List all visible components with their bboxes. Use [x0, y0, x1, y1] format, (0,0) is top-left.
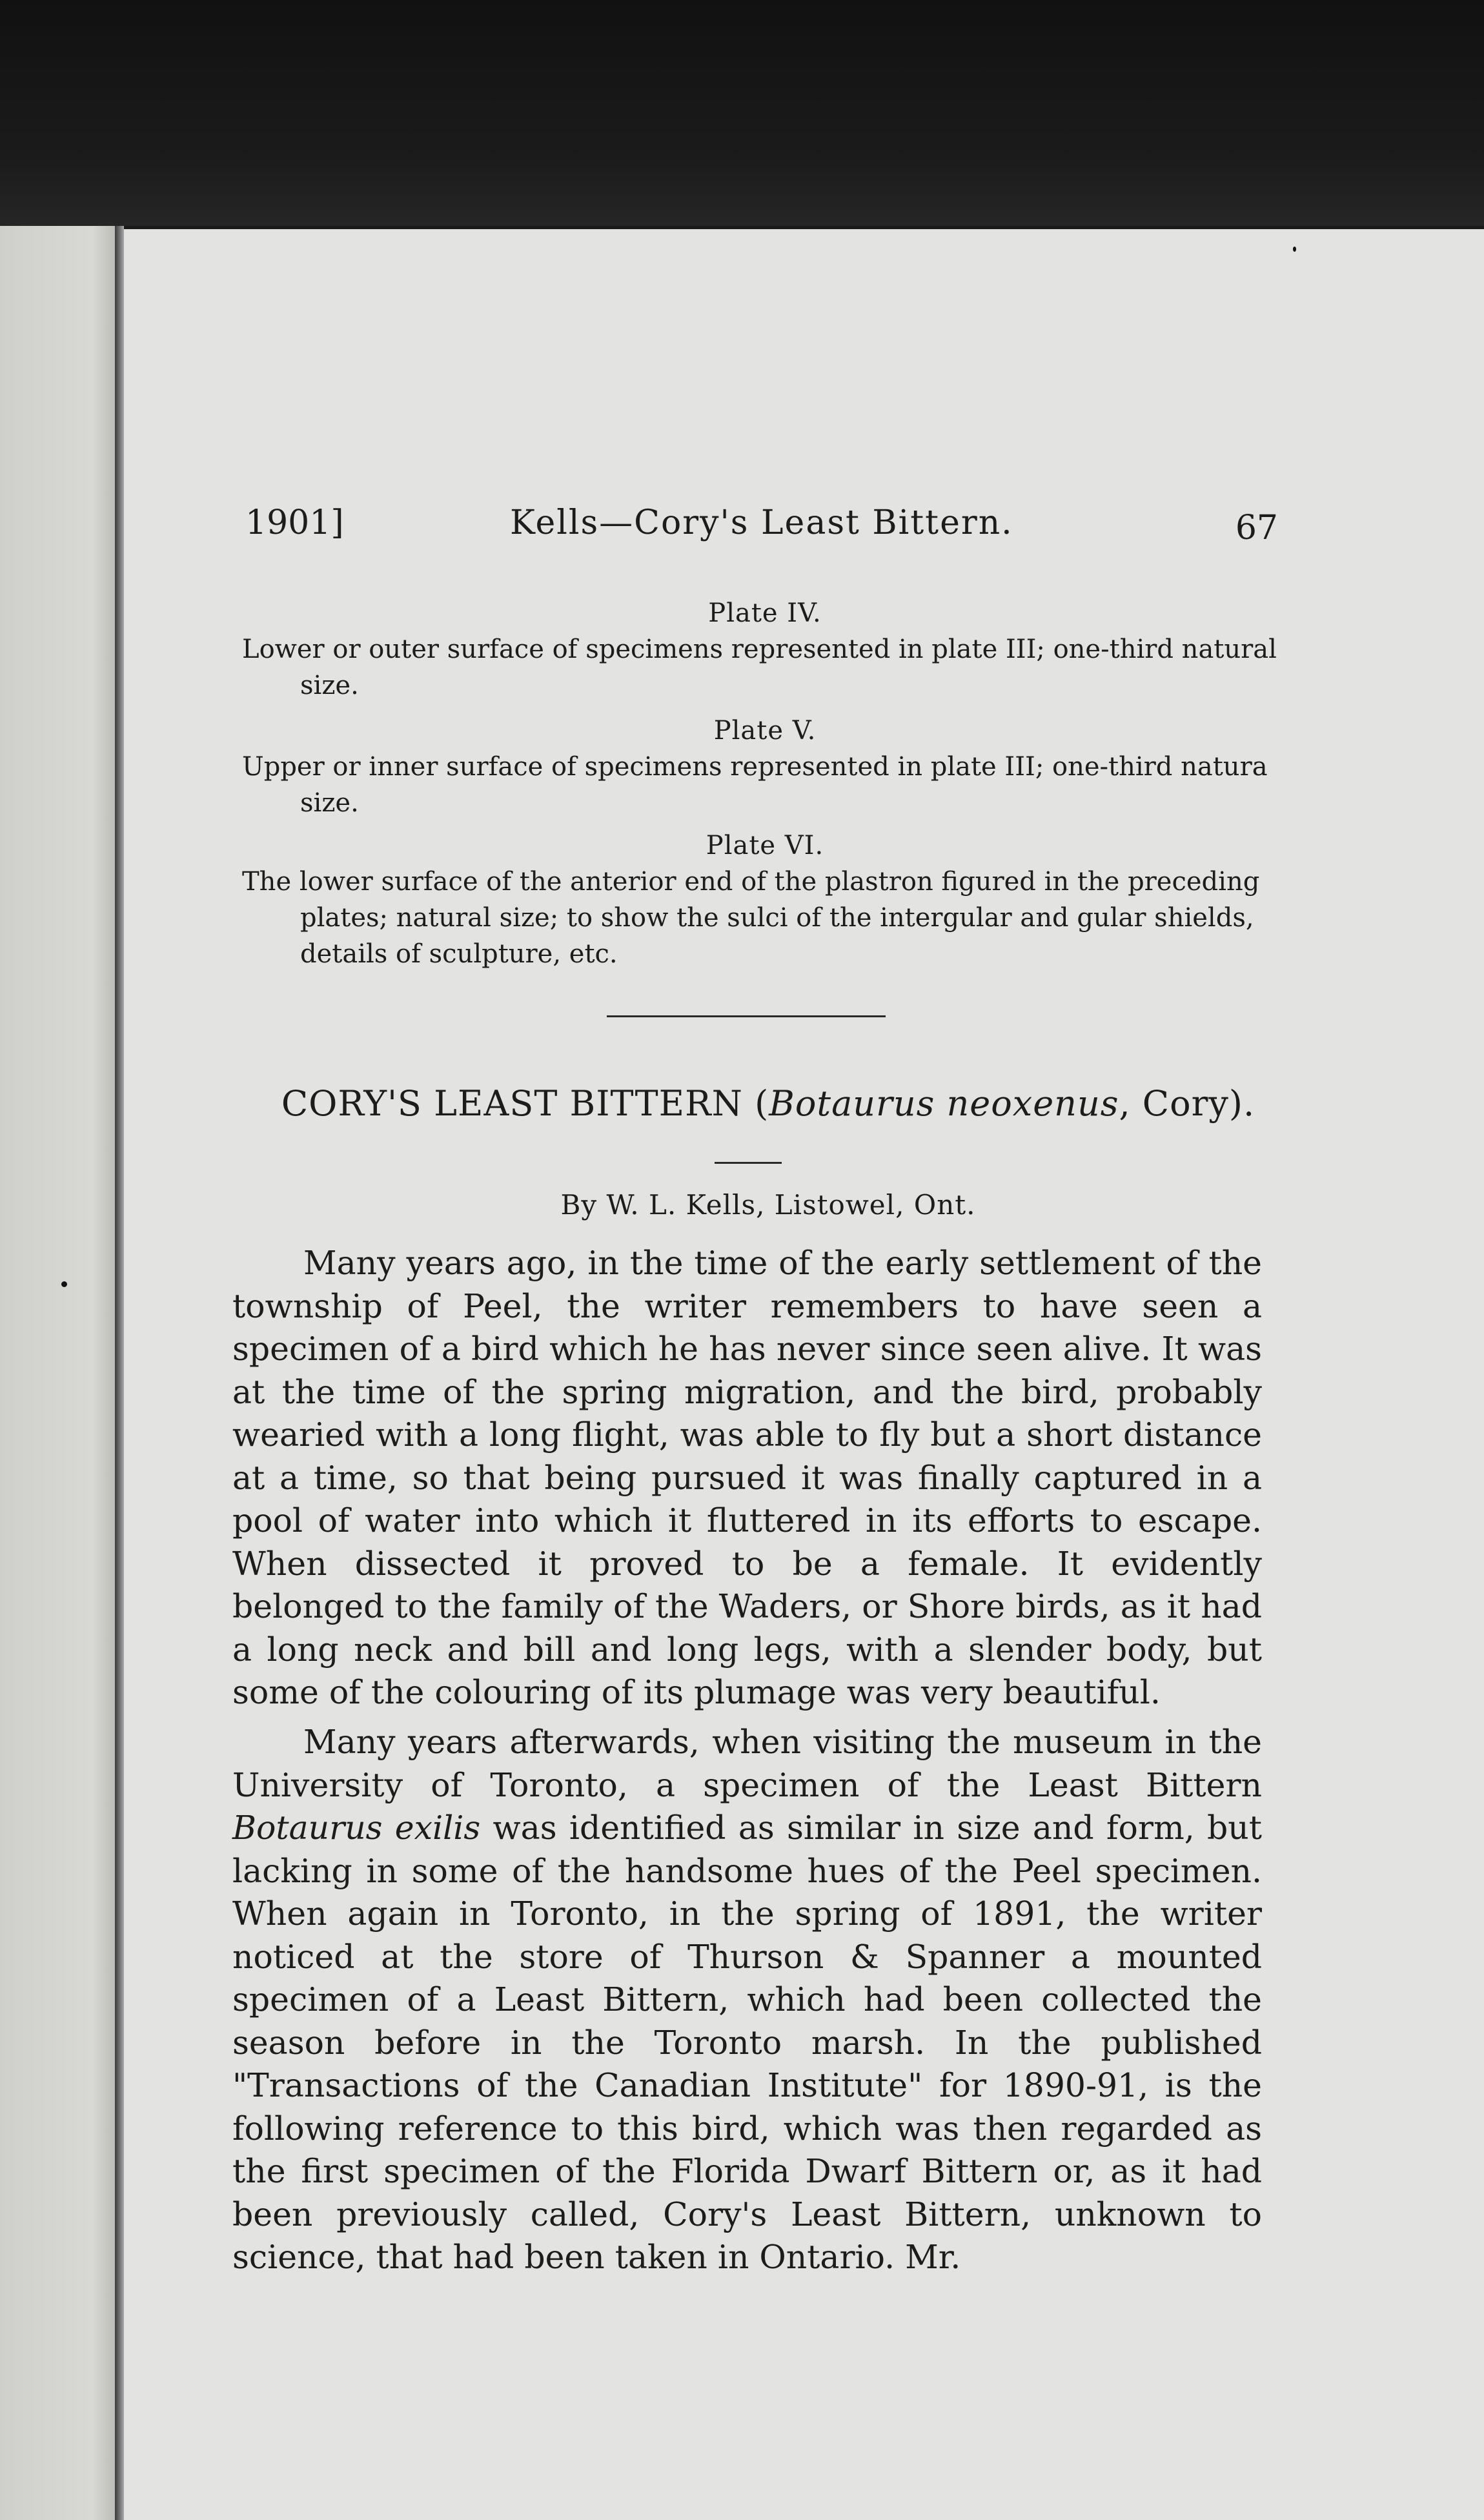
byline: By W. L. Kells, Listowel, Ont.	[560, 1189, 976, 1221]
article-title-tail: , Cory).	[1119, 1083, 1255, 1124]
article-title-species: Botaurus neoxenus	[769, 1083, 1119, 1124]
book-gutter	[115, 226, 124, 2520]
scanner-background-top	[0, 0, 1484, 226]
page-number: 67	[1235, 509, 1278, 547]
section-divider	[607, 1015, 886, 1017]
header-title: Kells—Cory's Least Bittern.	[510, 503, 1013, 542]
plate-text: Upper or inner surface of specimens represented in plate III; one-third natura size.	[242, 752, 1268, 818]
header-year: 1901]	[245, 503, 344, 542]
plate-caption	[242, 595, 1288, 704]
title-underline	[715, 1162, 782, 1164]
article-title	[245, 1083, 1291, 1124]
plate-title: Plate V.	[713, 716, 817, 746]
facing-page-edge	[0, 226, 115, 2520]
paragraph-2-species: Botaurus exilis	[232, 1809, 481, 1847]
plate-text: The lower surface of the anterior end of the plastron figured in the preceding plates; natural size; to show the sulci of the intergular and gular shields, details of sculpture, etc.	[242, 867, 1260, 969]
paragraph-2-text-a: Many years afterwards, when visiting the museum in the University of Toronto, a specimen of the Least Bittern	[232, 1723, 1262, 1804]
scan-speck	[1293, 247, 1296, 252]
plate-caption	[242, 828, 1288, 972]
plate-caption	[242, 713, 1288, 821]
scan-speck	[61, 1281, 67, 1287]
article-paragraph-1: Many years ago, in the time of the early settlement of the township of Peel, the writer remembers to have seen a specimen of a bird which he has never since seen alive. It was at the time of the spring migration, and the bird, probably wearied with a long flight, was able to fly but a short distance at a time, so that being pursued it was finally captured in a pool of water into which it fluttered in its efforts to escape. When dissected it proved to be a female. It evidently belonged to the family of the Waders, or Shore birds, as it had a long neck and bill and long legs, with a slender body, but some of the colouring of its plumage was very beautiful.	[232, 1244, 1262, 1711]
article-title-paren: (	[755, 1083, 769, 1124]
plate-title: Plate IV.	[708, 598, 822, 628]
article-paragraph-2	[232, 1721, 1262, 2279]
running-header	[245, 503, 1278, 549]
plate-title: Plate VI.	[706, 831, 824, 860]
article-title-main: CORY'S LEAST BITTERN	[281, 1083, 743, 1124]
plate-text: Lower or outer surface of specimens represented in plate III; one-third natural size.	[242, 635, 1277, 700]
paragraph-2-text-b: was identified as similar in size and form, but lacking in some of the handsome hues of the Peel specimen. When again in Toronto, in the spring of 1891, the writer noticed at the store of Thurson & Spanner a mounted specimen of a Least Bittern, which had been collected the season before in the Toronto marsh. In the published "Transactions of the Canadian Institute" for 1890-91, is the following reference to this bird, which was then regarded as the first specimen of the Florida Dwarf Bittern or, as it had been previously called, Cory's Least Bittern, unknown to science, that had been taken in Ontario. Mr.	[232, 1809, 1262, 2276]
